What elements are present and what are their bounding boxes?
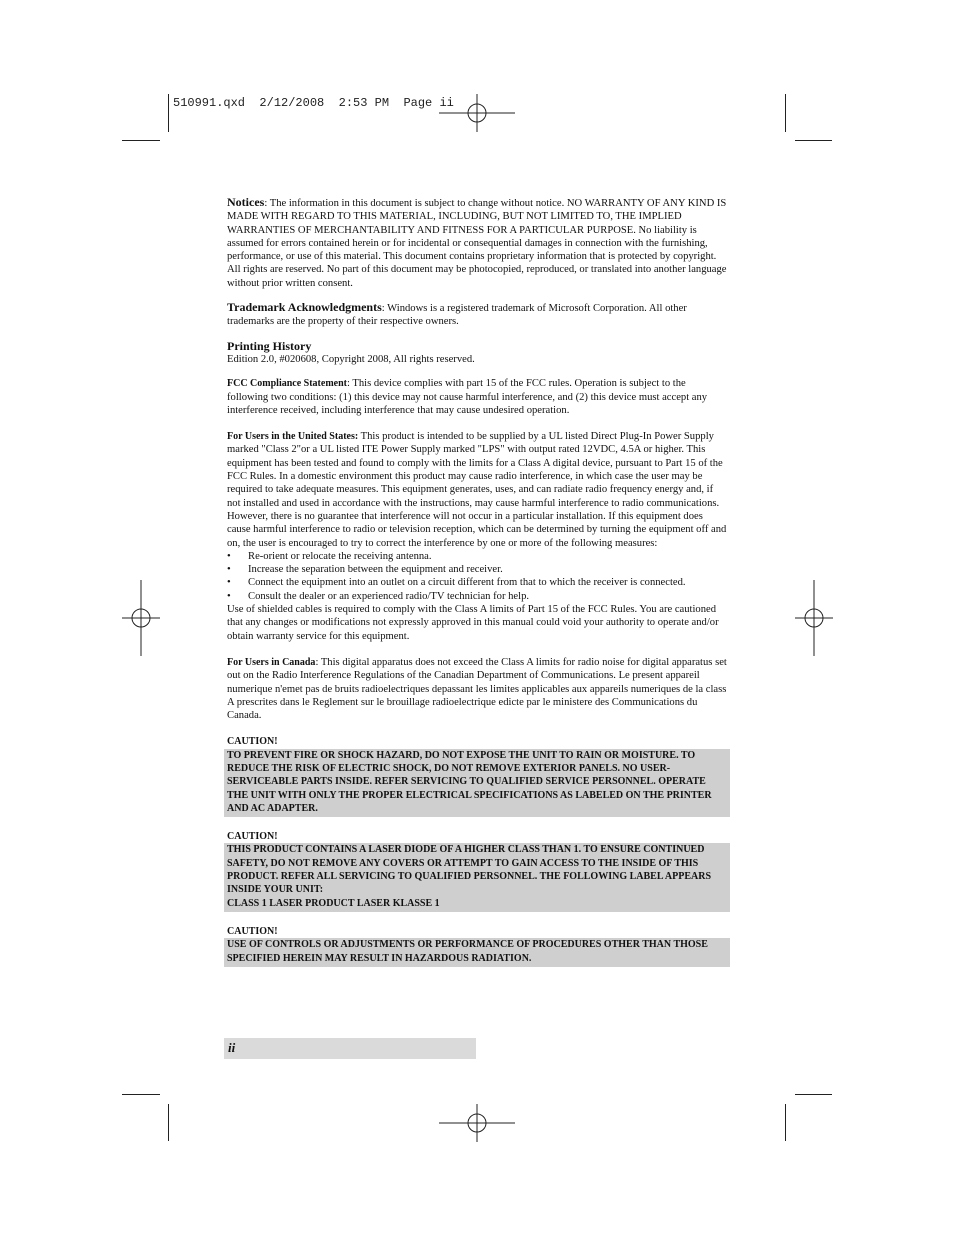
registration-mark-top [439, 94, 515, 132]
crop-mark-bottom-left-vertical [168, 1104, 169, 1141]
page-content [227, 196, 727, 967]
notices-text: : The information in this document is subject to change without notice. NO WARRANTY OF ANY KIND IS MADE WITH REGARD TO THIS MATERIAL, INCLUDING, BUT NOT LIMITED TO, THE IMPLIED WARRANTIES OF MERCHANTABILITY AND FITNESS FOR A PARTICULAR PURPOSE. No liability is assumed for errors contained herein or for incidental or consequential damages in connection with the furnishing, performance, or use of this material. This document contains proprietary information that is protected by copyright. All rights are reserved. No part of this document may be photocopied, reproduced, or translated into another language without prior written consent. [227, 198, 727, 289]
canada-users-paragraph [227, 656, 727, 722]
fcc-paragraph [227, 377, 727, 417]
caution-box-radiation [224, 938, 730, 967]
printing-history-label: Printing History [227, 338, 312, 353]
caution-text: USE OF CONTROLS OR ADJUSTMENTS OR PERFORMANCE OF PROCEDURES OTHER THAN THOSE SPECIFIED HEREIN MAY RESULT IN HAZARDOUS RADIATION. [227, 939, 708, 964]
trademark-label: Trademark Acknowledgments [227, 300, 382, 315]
us-users-label: For Users in the United States: [227, 431, 359, 443]
printing-history-text: Edition 2.0, #020608, Copyright 2008, All rights reserved. [227, 353, 475, 365]
trademark-text: : Windows is a registered trademark of Microsoft Corporation. All other trademarks are the property of their respective owners. [227, 303, 687, 328]
canada-users-text: : This digital apparatus does not exceed the Class A limits for radio noise for digital apparatus set out on the Radio Interference Regulations of the Canadian Department of Communications. Le present appareil numerique n'emet pas de bruits radioelectriques depassant les limites applicables aux appareils numeriques de la class A prescrites dans le Reglement sur le brouillage radioelectrique edicte par le ministere des Communications du Canada. [227, 656, 727, 722]
fcc-text: : This device complies with part 15 of the FCC rules. Operation is subject to the following two conditions: (1) this device may not cause harmful interference, and (2) this device must accept any interference received, including interference that may cause undesired operation. [227, 378, 708, 416]
caution-label: CAUTION! [227, 736, 278, 748]
notices-paragraph [227, 196, 727, 290]
list-item: • Consult the dealer or an experienced radio/TV technician for help. [227, 590, 727, 603]
crop-mark-top-right-horizontal [795, 140, 832, 141]
list-item: • Increase the separation between the equipment and receiver. [227, 563, 727, 576]
fcc-label: FCC Compliance Statement [227, 378, 347, 390]
interference-measures-list [227, 550, 727, 603]
caution-box-fire-shock [224, 749, 730, 817]
caution-label: CAUTION! [227, 831, 278, 843]
notices-label: Notices [227, 195, 265, 209]
us-users-paragraph [227, 430, 727, 550]
crop-mark-top-right-vertical [785, 94, 786, 132]
trademark-paragraph [227, 301, 727, 329]
registration-mark-left [122, 580, 160, 656]
caution-text: TO PREVENT FIRE OR SHOCK HAZARD, DO NOT EXPOSE THE UNIT TO RAIN OR MOISTURE. TO REDUCE THE RISK OF ELECTRIC SHOCK, DO NOT REMOVE EXTERIOR PANELS. NO USER-SERVICEABLE PARTS INSIDE. REFER SERVICING TO QUALIFIED SERVICE PERSONNEL. OPERATE THE UNIT WITH ONLY THE PROPER ELECTRICAL SPECIFICATIONS AS LABELED ON THE PRINTER AND AC ADAPTER. [227, 749, 712, 814]
crop-mark-top-left-vertical [168, 94, 169, 132]
caution-text-laser-class: CLASS 1 LASER PRODUCT LASER KLASSE 1 [227, 897, 440, 909]
list-item: • Connect the equipment into an outlet on a circuit different from that to which the receiver is connected. [227, 576, 727, 589]
us-users-after-text: Use of shielded cables is required to comply with the Class A limits of Part 15 of the FCC Rules. You are cautioned that any changes or modifications not expressly approved in this manual could void your authority to operate and/or obtain warranty service for this equipment. [227, 604, 719, 642]
page-number: ii [228, 1040, 236, 1055]
file-slug: 510991.qxd 2/12/2008 2:53 PM Page ii [173, 96, 454, 110]
caution-label: CAUTION! [227, 925, 278, 937]
registration-mark-right [795, 580, 833, 656]
crop-mark-bottom-right-horizontal [795, 1094, 832, 1095]
crop-mark-bottom-left-horizontal [122, 1094, 160, 1095]
caution-text: THIS PRODUCT CONTAINS A LASER DIODE OF A HIGHER CLASS THAN 1. TO ENSURE CONTINUED SAFETY, DO NOT REMOVE ANY COVERS OR ATTEMPT TO GAIN ACCESS TO THE INSIDE OF THIS PRODUCT. REFER ALL SERVICING TO QUALIFIED PERSONNEL. THE FOLLOWING LABEL APPEARS INSIDE YOUR UNIT: [227, 844, 712, 896]
canada-users-label: For Users in Canada [227, 656, 316, 668]
registration-mark-bottom [439, 1104, 515, 1142]
list-item: • Re-orient or relocate the receiving antenna. [227, 550, 727, 563]
caution-box-laser [224, 843, 730, 911]
us-users-text: This product is intended to be supplied by a UL listed Direct Plug-In Power Supply marked "Class 2"or a UL listed ITE Power Supply marked "LPS" with output rated 12VDC, 4.5A or higher. This equipment has been tested and found to comply with the limits for a Class A digital device, pursuant to Part 15 of the FCC Rules. In a domestic environment this product may cause radio interference, in which case the user may be required to take adequate measures. This equipment generates, uses, and can radiate radio frequency energy and, if not installed and used in accordance with the instructions, may cause harmful interference to radio communications. However, there is no guarantee that interference will not occur in a particular installation. If this equipment does cause harmful interference to radio or television reception, which can be determined by turning the equipment off and on, the user is encouraged to try to correct the interference by one or more of the following measures: [227, 431, 727, 549]
page-number-bar [224, 1038, 476, 1059]
crop-mark-top-left-horizontal [122, 140, 160, 141]
crop-mark-bottom-right-vertical [785, 1104, 786, 1141]
